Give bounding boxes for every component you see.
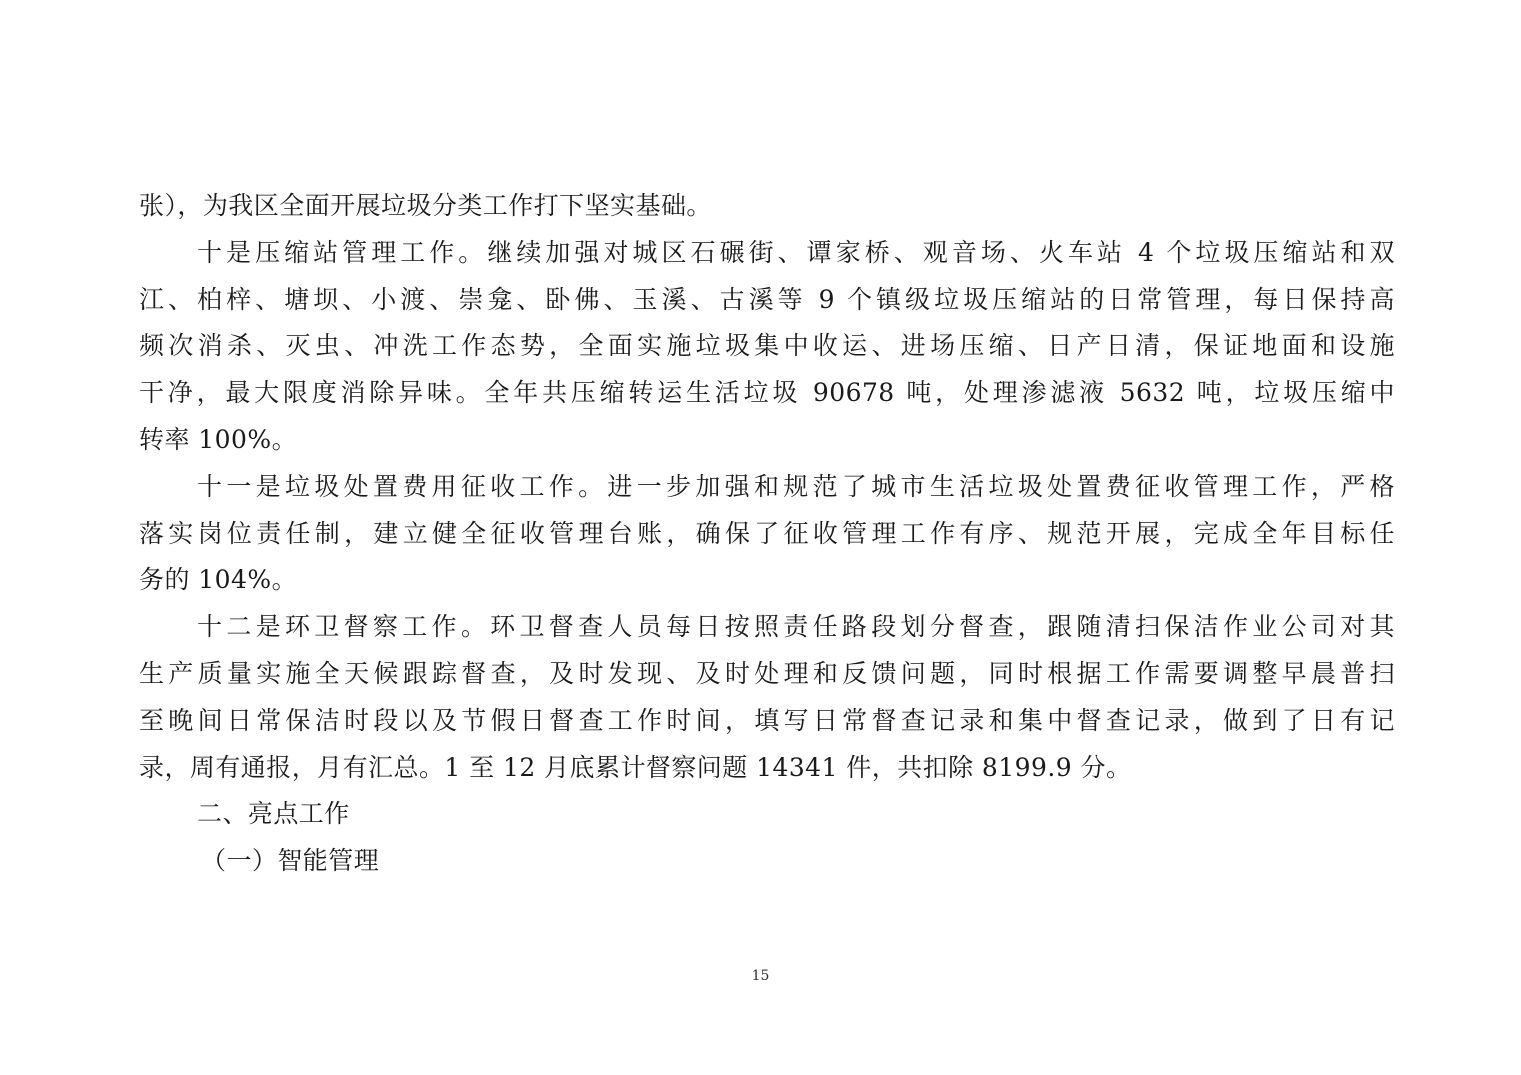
section-heading: 二、亮点工作	[197, 799, 350, 829]
subsection-heading: （一）智能管理	[201, 846, 380, 876]
paragraph-line: 张），为我区全面开展垃圾分类工作打下坚实基础。	[139, 191, 712, 220]
paragraph-line: 十二是环卫督察工作。环卫督查人员每日按照责任路段划分督查，跟随清扫保洁作业公司对其	[197, 612, 1395, 642]
paragraph-line: 十是压缩站管理工作。继续加强对城区石碾街、谭家桥、观音场、火车站 4 个垃圾压缩站和双	[197, 237, 1395, 267]
paragraph-line: 频次消杀、灭虫、冲洗工作态势，全面实施垃圾集中收运、进场压缩、日产日清，保证地面和设施	[139, 331, 1395, 361]
paragraph-line: 务的 104%。	[139, 565, 298, 595]
paragraph-line: 转率 100%。	[139, 424, 298, 454]
document-body	[139, 183, 1395, 885]
paragraph-line: 落实岗位责任制，建立健全征收管理台账，确保了征收管理工作有序、规范开展，完成全年目标任	[139, 518, 1395, 548]
paragraph-line: 十一是垃圾处置费用征收工作。进一步加强和规范了城市生活垃圾处置费征收管理工作，严格	[197, 471, 1395, 501]
paragraph-line: 江、柏梓、塘坝、小渡、崇龛、卧佛、玉溪、古溪等 9 个镇级垃圾压缩站的日常管理，每日保持高	[139, 284, 1395, 314]
paragraph-line: 录，周有通报，月有汇总。1 至 12 月底累计督察问题 14341 件，共扣除 8199.9 分。	[139, 752, 1132, 782]
page-number: 15	[751, 968, 770, 984]
paragraph-line: 至晚间日常保洁时段以及节假日督查工作时间，填写日常督查记录和集中督查记录，做到了日有记	[139, 705, 1395, 735]
paragraph-line: 干净，最大限度消除异味。全年共压缩转运生活垃圾 90678 吨，处理渗滤液 5632 吨，垃圾压缩中	[139, 378, 1395, 408]
paragraph-line: 生产质量实施全天候跟踪督查，及时发现、及时处理和反馈问题，同时根据工作需要调整早晨普扫	[139, 658, 1395, 688]
